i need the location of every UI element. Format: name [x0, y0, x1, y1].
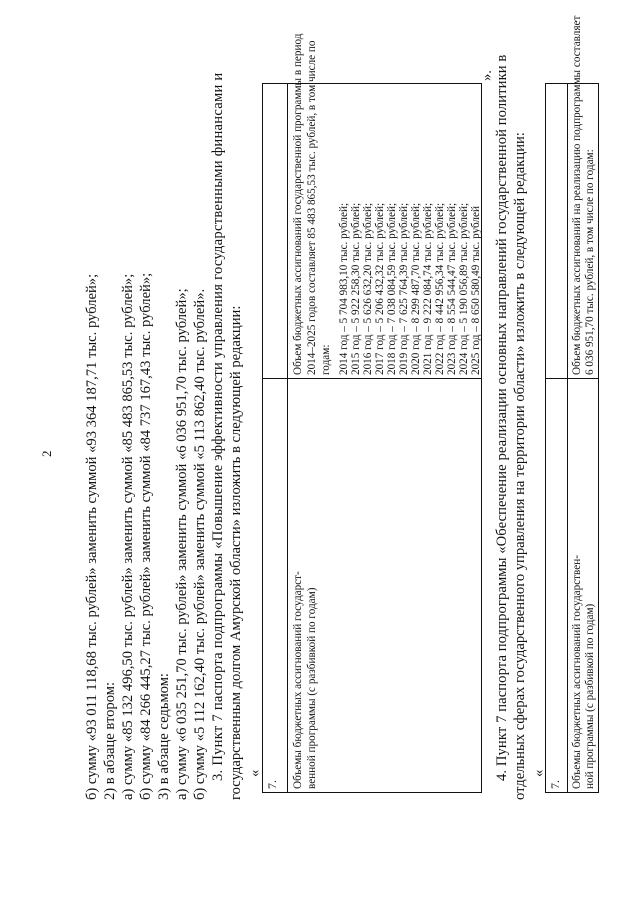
amendment-line: б) сумму «5 112 162,40 тыс. рублей» заменить суммой «5 113 862,40 тыс. рублей».	[192, 288, 208, 800]
amendment-line: б) сумму «93 011 118,68 тыс. рублей» заменить суммой «93 364 187,71 тыс. рублей»;	[84, 273, 100, 800]
amendment-line: 2) в абзаце втором:	[102, 681, 118, 800]
year-row: 2017 год – 5 206 432,32 тыс. рублей;	[374, 202, 386, 375]
year-row: 2022 год – 8 442 956,34 тыс. рублей;	[434, 202, 446, 375]
open-quote: «	[247, 769, 263, 777]
year-row: 2018 год – 7 038 084,59 тыс. рублей;	[386, 202, 398, 375]
row-content: 2014–2025 годов составляет 85 483 865,53 тыс. рублей, в том числе по	[306, 40, 318, 375]
row-number: 7.	[265, 780, 279, 789]
row-content: Объем бюджетных ассигнований государственной программы в период	[292, 33, 304, 375]
amendment-line: а) сумму «85 132 496,50 тыс. рублей» заменить суммой «85 483 865,53 тыс. рублей»;	[120, 273, 136, 800]
year-row: 2016 год – 5 626 632,20 тыс. рублей;	[362, 202, 374, 375]
year-row: 2014 год – 5 704 983,10 тыс. рублей;	[338, 202, 350, 375]
row-content: Объем бюджетных ассигнований на реализацию подпрограммы составляет	[571, 15, 583, 375]
row-number: 7.	[548, 780, 562, 789]
row-content: годам:	[320, 344, 332, 375]
year-row: 2023 год – 8 554 544,47 тыс. рублей;	[446, 202, 458, 375]
year-row: 2021 год – 9 222 084,74 тыс. рублей;	[422, 202, 434, 375]
paragraph-line: 3. Пункт 7 паспорта подпрограммы «Повышение эффективности управления государственными финансами и	[210, 72, 226, 781]
year-row: 2015 год – 5 922 258,30 тыс. рублей;	[350, 202, 362, 375]
row-label: ной программы (с разбивкой по годам)	[584, 603, 596, 789]
year-row: 2025 год – 8 650 580,49 тыс. рублей	[470, 206, 482, 375]
paragraph-line: отдельных сферах государственного управления на территории области» изложить в следующей редакции:	[512, 132, 528, 800]
amendment-line: а) сумму «6 035 251,70 тыс. рублей» заменить суммой «6 036 951,70 тыс. рублей»;	[174, 288, 190, 800]
year-row: 2020 год – 8 299 487,70 тыс. рублей;	[410, 202, 422, 375]
row-label: Объемы бюджетных ассигнований государст-	[292, 571, 304, 789]
year-row: 2024 год – 5 190 056,89 тыс. рублей;	[458, 202, 470, 375]
paragraph-line: государственным долгом Амурской области» изложить в следующей редакции:	[228, 305, 244, 800]
amendment-line: б) сумму «84 266 445,27 тыс. рублей» заменить суммой «84 737 167,43 тыс. рублей»;	[138, 272, 154, 800]
row-label: Объемы бюджетных ассигнований государствен-	[571, 555, 583, 789]
amendment-line: 3) в абзаце седьмом:	[156, 673, 172, 800]
close-quote: ».	[479, 70, 495, 81]
page-number: 2	[39, 450, 54, 457]
row-content: 6 036 951,70 тыс. рублей, в том числе по годам:	[584, 149, 596, 375]
year-row: 2019 год – 7 625 764,39 тыс. рублей;	[398, 202, 410, 375]
row-label: венной программы (с разбивкой по годам)	[306, 587, 318, 789]
open-quote: «	[531, 769, 547, 777]
paragraph-line: 4. Пункт 7 паспорта подпрограммы «Обеспечение реализации основных направлений государственной политики в	[494, 54, 510, 781]
